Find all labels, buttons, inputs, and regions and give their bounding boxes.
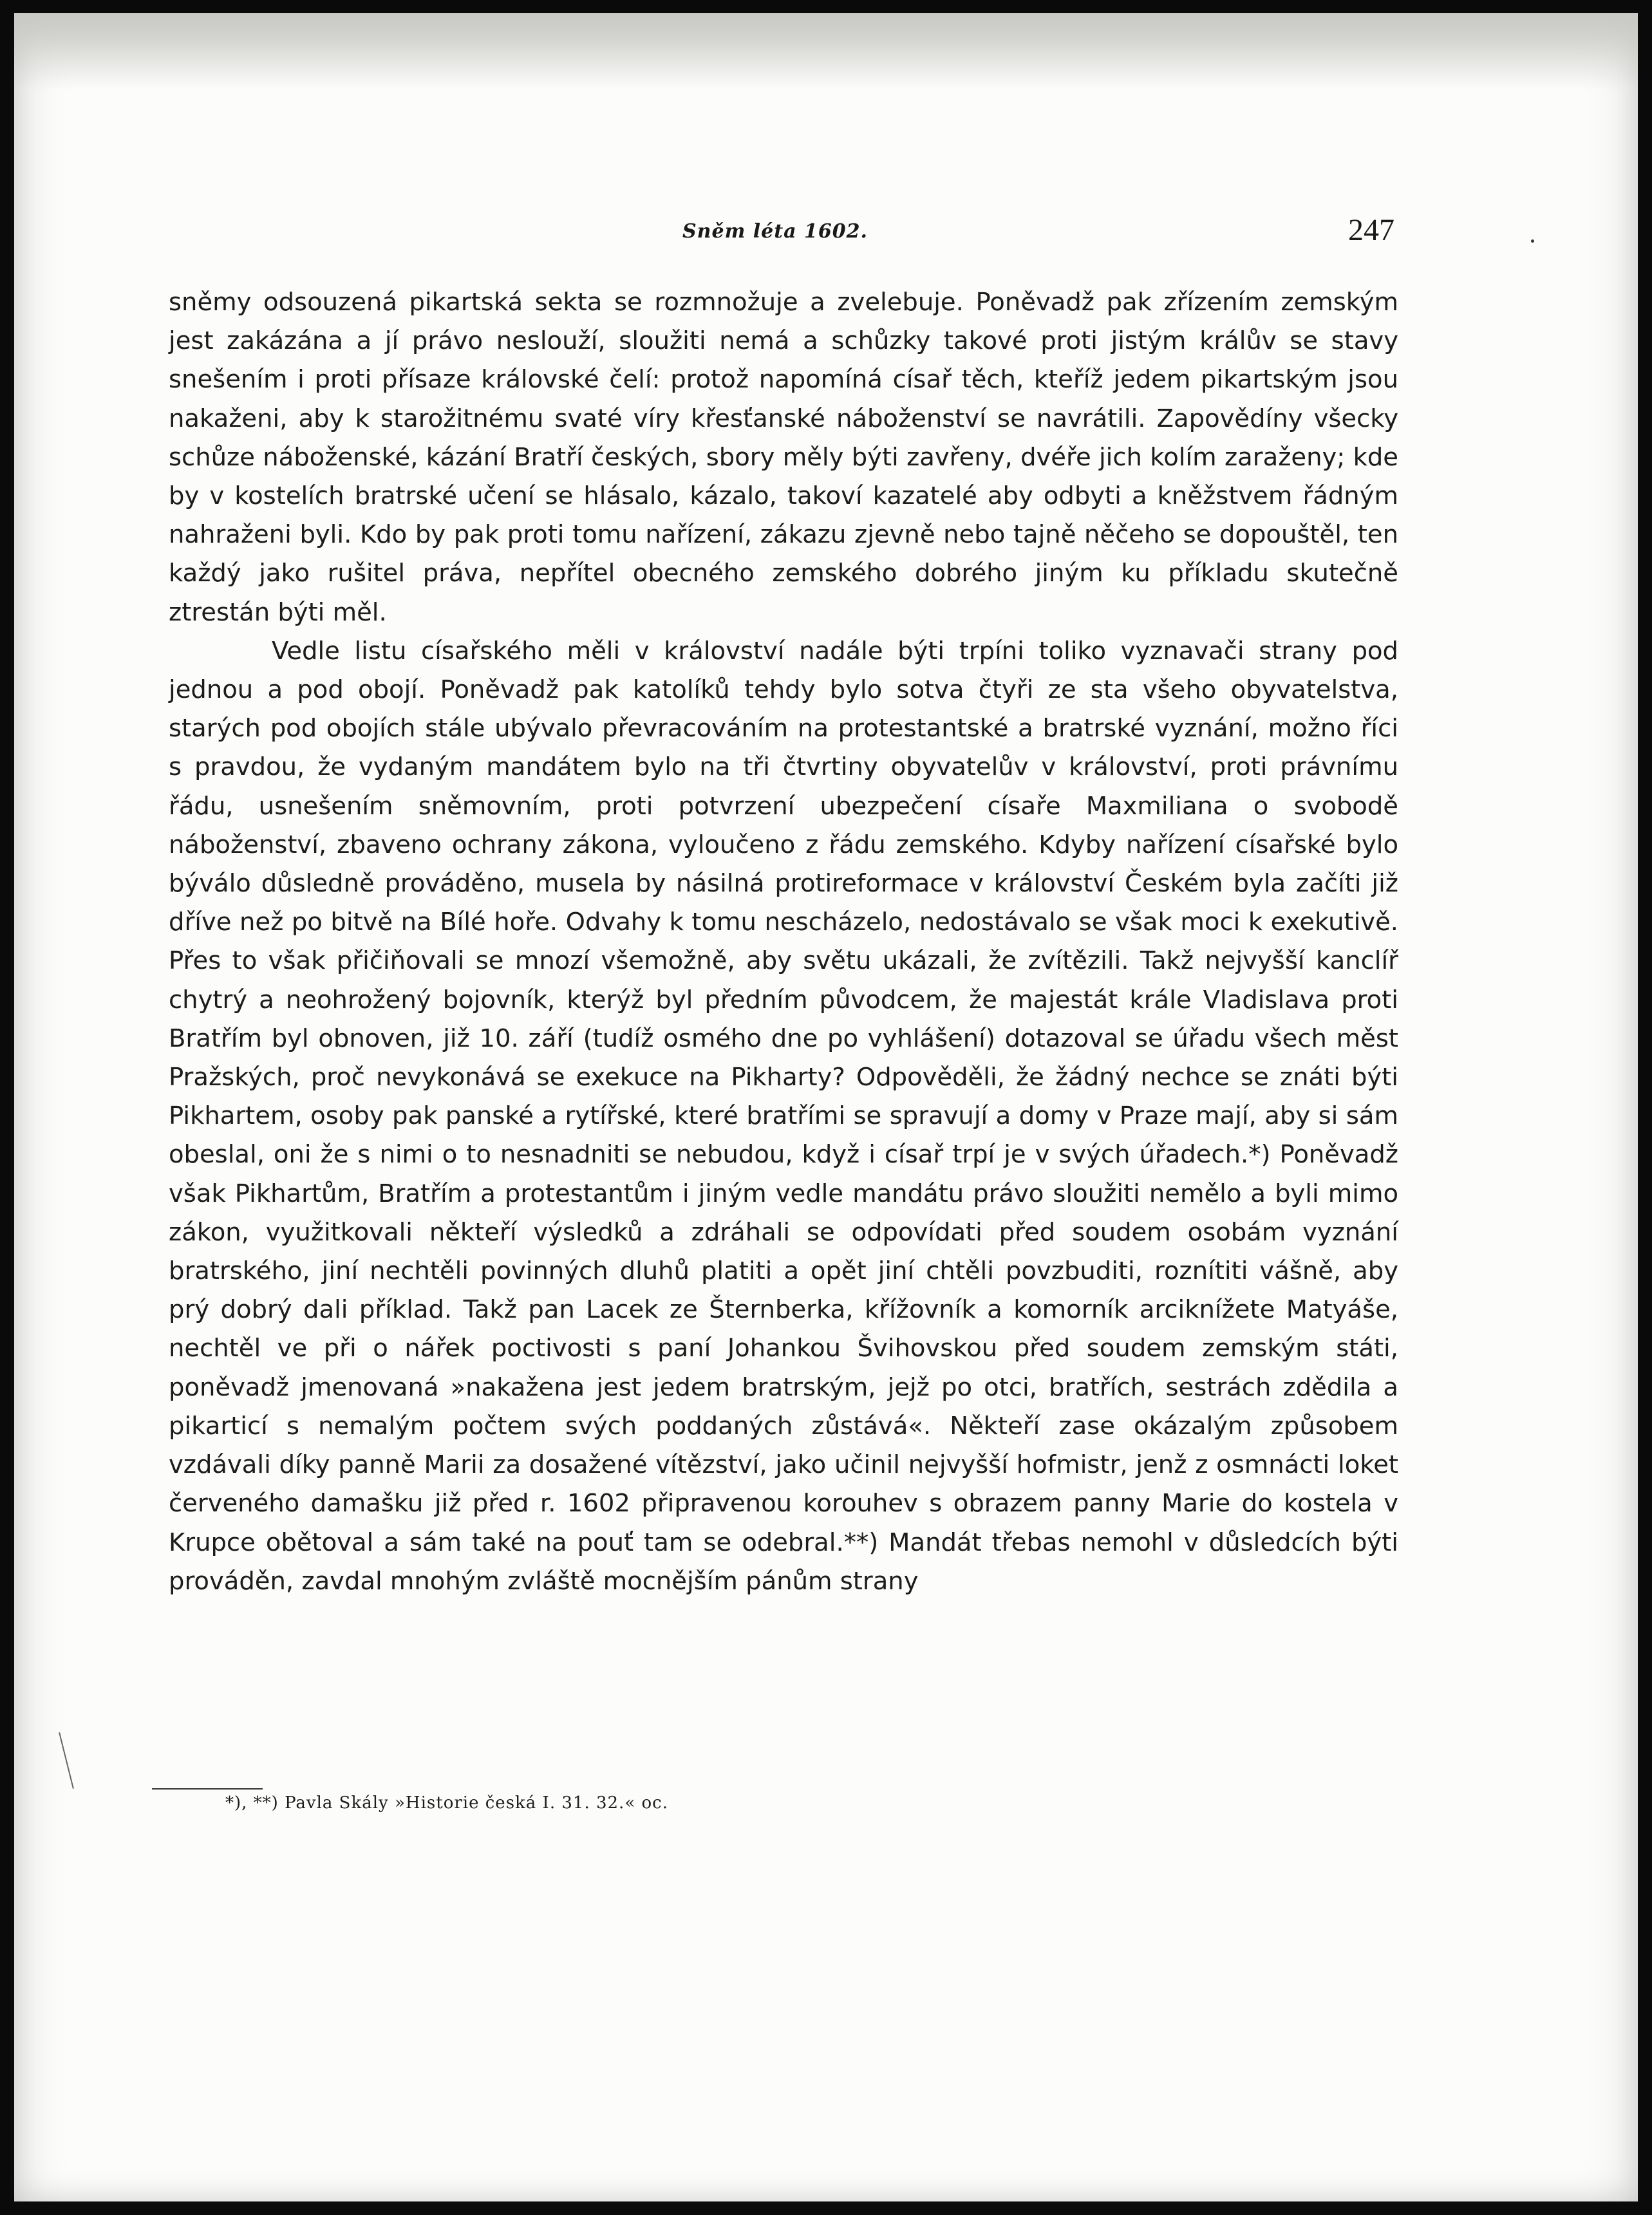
footnote-rule	[152, 1788, 263, 1790]
paragraph: Vedle listu císařského měli v království nadále býti trpíni toliko vyznavači strany pod jednou a pod obojí. Poněvadž pak katolíků tehdy bylo sotva čtyři ze sta všeho obyvatelstva, starých pod obojích stále ubývalo převracováním na protestantské a bratrské vyznání, možno říci s pravdou, že vydaným mandátem bylo na tři čtvrtiny obyvatelův v království, proti právnímu řádu, usnešením sněmovním, proti potvrzení ubezpečení císaře Maxmiliana o svobodě náboženství, zbaveno ochrany zákona, vyloučeno z řádu zemského. Kdyby nařízení císařské bylo býválo důsledně prováděno, musela by násilná protireformace v království Českém byla začíti již dříve než po bitvě na Bílé hoře. Odvahy k tomu nescházelo, nedostávalo se však moci k exekutivě. Přes to však přičiňovali se mnozí všemožně, aby světu ukázali, že zvítězili. Takž nejvyšší kanclíř chytrý a neohrožený bojovník, kterýž byl předním původcem, že majestát krále Vladislava proti Bratřím byl obnoven, již 10. září (tudíž osmého dne po vyhlášení) dotazoval se úřadu všech měst Pražských, proč nevykonává se exekuce na Pikharty? Odpověděli, že žádný nechce se znáti býti Pikhartem, osoby pak panské a rytířské, které bratřími se spravují a domy v Praze mají, aby si sám obeslal, oni že s nimi o to nesnadniti se nebudou, když i císař trpí je v svých úřadech.*) Poněvadž však Pikhartům, Bratřím a protestantům i jiným vedle mandátu právo sloužiti nemělo a byli mimo zákon, využitkovali někteří výsledků a zdráhali se odpovídati před soudem osobám vyznání bratrského, jiní nechtěli povinných dluhů platiti a opět jiní chtěli povzbuditi, roznítiti vášně, aby prý dobrý dali příklad. Takž pan Lacek ze Šternberka, křížovník a komorník arciknížete Matyáše, nechtěl ve při o nářek poctivosti s paní Johankou Švihovskou před soudem zemským státi, poněvadž jmenovaná »nakažena jest jedem bratrským, jejž po otci, bratřích, sestrách zdědila a pikarticí s nemalým počtem svých poddaných zůstává«. Někteří zase okázalým způsobem vzdávali díky panně Marii za dosažené vítězství, jako učinil nejvyšší hofmistr, jenž z osmnácti loket červeného damašku již před r. 1602 připravenou korouhev s obrazem panny Marie do kostela v Krupce obětoval a sám také na pouť tam se odebral.**) Mandát třebas nemohl v důsledcích býti prováděn, zavdal mnohým zvláště mocnějším pánům strany	[169, 636, 1398, 1596]
body-text	[169, 283, 1398, 1601]
running-title: Sněm léta 1602.	[682, 220, 868, 243]
footnote: *), **) Pavla Skály »Historie česká I. 31. 32.« oc.	[225, 1793, 668, 1813]
paragraph: sněmy odsouzená pikartská sekta se rozmnožuje a zvelebuje. Poněvadž pak zřízením zemským jest zakázána a jí právo neslouží, sloužiti nemá a schůzky takové proti jistým králův se stavy snešením i proti přísaze královské čelí: protož napomíná císař těch, kteříž jedem pikartským jsou nakaženi, aby k starožitnému svaté víry křesťanské náboženství se navrátili. Zapovědíny všecky schůze náboženské, kázání Bratří českých, sbory měly býti zavřeny, dvéře jich kolím zaraženy; kde by v kostelích bratrské učení se hlásalo, kázalo, takoví kazatelé aby odbyti a kněžstvem řádným nahraženi byli. Kdo by pak proti tomu nařízení, zákazu zjevně nebo tajně něčeho se dopouštěl, ten každý jako rušitel práva, nepřítel obecného zemského dobrého jiným ku příkladu skutečně ztrestán býti měl.	[169, 288, 1398, 627]
page-number: 247	[1348, 213, 1394, 247]
page-shadow	[14, 13, 1638, 90]
margin-dot	[1531, 239, 1534, 243]
